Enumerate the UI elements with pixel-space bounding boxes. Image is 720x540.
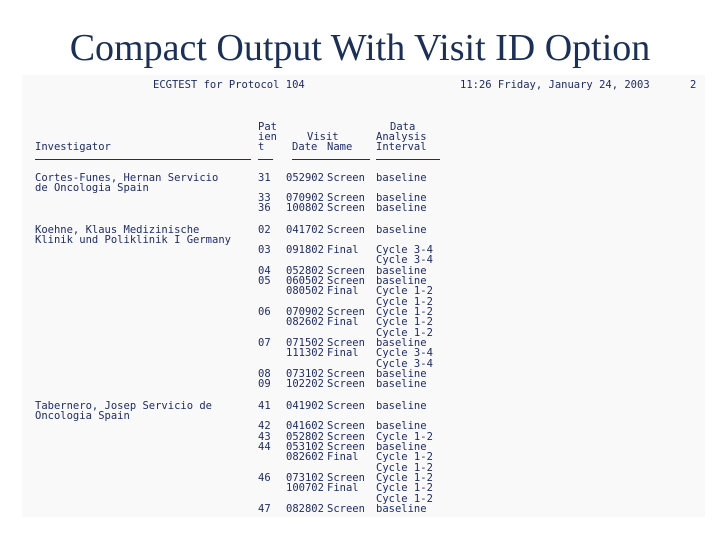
row-interval: Cycle 1-2 — [376, 296, 433, 308]
row-visit-date: 052802 — [286, 265, 324, 277]
header-visit-2: Date — [292, 141, 318, 153]
row-visit-date: 082802 — [286, 503, 324, 515]
row-interval: baseline — [376, 202, 427, 214]
row-visit-name: Screen — [327, 441, 365, 453]
row-interval: baseline — [376, 224, 427, 236]
row-interval: baseline — [376, 337, 427, 349]
row-interval: Cycle 1-2 — [376, 462, 433, 474]
row-visit-name: Final — [327, 244, 359, 256]
row-visit-date: 052802 — [286, 431, 324, 443]
row-visit-name: Screen — [327, 306, 365, 318]
header-visit-3: Name — [327, 141, 353, 153]
row-visit-name: Screen — [327, 172, 365, 184]
row-interval: Cycle 1-2 — [376, 482, 433, 494]
header-interval-2: Analysis — [376, 131, 427, 143]
row-visit-name: Final — [327, 285, 359, 297]
row-visit-name: Final — [327, 482, 359, 494]
row-interval: Cycle 3-4 — [376, 347, 433, 359]
row-interval: Cycle 1-2 — [376, 493, 433, 505]
row-interval: baseline — [376, 265, 427, 277]
report-listing — [22, 75, 705, 517]
row-patient: 33 — [258, 192, 271, 204]
row-visit-date: 091802 — [286, 244, 324, 256]
row-visit-date: 073102 — [286, 368, 324, 380]
header-visit-1: Visit — [307, 131, 339, 143]
investigator-3-line-1: Tabernero, Josep Servicio de — [35, 400, 213, 412]
row-visit-date: 060502 — [286, 275, 324, 287]
row-patient: 07 — [258, 337, 271, 349]
row-visit-date: 082602 — [286, 316, 324, 328]
row-interval: baseline — [376, 172, 427, 184]
row-patient: 46 — [258, 472, 271, 484]
slide-title: Compact Output With Visit ID Option — [69, 27, 651, 69]
header-rule-patient — [258, 159, 273, 160]
investigator-2-line-2: Klinik und Poliklinik I Germany — [35, 234, 231, 246]
investigator-1-line-1: Cortes-Funes, Hernan Servicio — [35, 172, 219, 184]
row-visit-date: 052902 — [286, 172, 324, 184]
header-patient-1: Pat — [258, 121, 277, 133]
row-patient: 44 — [258, 441, 271, 453]
row-visit-name: Screen — [327, 265, 365, 277]
row-interval: baseline — [376, 503, 427, 515]
row-patient: 04 — [258, 265, 271, 277]
report-datetime: 11:26 Friday, January 24, 2003 — [460, 79, 650, 91]
row-visit-name: Screen — [327, 275, 365, 287]
header-patient-3: t — [258, 141, 265, 153]
investigator-2-line-1: Koehne, Klaus Medizinische — [35, 224, 200, 236]
row-visit-name: Screen — [327, 472, 365, 484]
row-interval: Cycle 1-2 — [376, 472, 433, 484]
row-patient: 06 — [258, 306, 271, 318]
row-interval: Cycle 1-2 — [376, 431, 433, 443]
header-interval-1: Data — [390, 121, 416, 133]
report-program: ECGTEST for Protocol 104 — [153, 79, 305, 91]
row-visit-name: Screen — [327, 192, 365, 204]
row-interval: Cycle 1-2 — [376, 316, 433, 328]
row-interval: baseline — [376, 275, 427, 287]
row-interval: Cycle 3-4 — [376, 358, 433, 370]
row-visit-name: Screen — [327, 368, 365, 380]
row-visit-date: 102202 — [286, 378, 324, 390]
row-visit-date: 071502 — [286, 337, 324, 349]
investigator-3-line-2: Oncologia Spain — [35, 410, 130, 422]
row-visit-date: 053102 — [286, 441, 324, 453]
header-rule-investigator — [35, 159, 251, 160]
row-visit-date: 070902 — [286, 192, 324, 204]
row-patient: 08 — [258, 368, 271, 380]
row-visit-date: 082602 — [286, 451, 324, 463]
row-patient: 42 — [258, 420, 271, 432]
header-rule-interval — [376, 159, 440, 160]
row-visit-name: Screen — [327, 400, 365, 412]
row-visit-date: 070902 — [286, 306, 324, 318]
row-visit-name: Screen — [327, 378, 365, 390]
row-patient: 09 — [258, 378, 271, 390]
row-patient: 43 — [258, 431, 271, 443]
row-interval: baseline — [376, 441, 427, 453]
row-visit-name: Screen — [327, 337, 365, 349]
header-interval-3: Interval — [376, 141, 427, 153]
row-patient: 41 — [258, 400, 271, 412]
row-visit-date: 073102 — [286, 472, 324, 484]
header-patient-2: ien — [258, 131, 277, 143]
row-visit-date: 080502 — [286, 285, 324, 297]
row-interval: Cycle 1-2 — [376, 306, 433, 318]
row-patient: 03 — [258, 244, 271, 256]
row-interval: Cycle 1-2 — [376, 285, 433, 297]
report-page-number: 2 — [690, 79, 697, 91]
row-visit-date: 041702 — [286, 224, 324, 236]
row-visit-date: 041902 — [286, 400, 324, 412]
row-visit-name: Final — [327, 347, 359, 359]
row-interval: baseline — [376, 400, 427, 412]
row-visit-name: Final — [327, 451, 359, 463]
row-patient: 47 — [258, 503, 271, 515]
row-patient: 36 — [258, 202, 271, 214]
row-interval: baseline — [376, 192, 427, 204]
row-patient: 05 — [258, 275, 271, 287]
row-interval: Cycle 1-2 — [376, 451, 433, 463]
row-visit-date: 041602 — [286, 420, 324, 432]
investigator-1-line-2: de Oncologia Spain — [35, 182, 149, 194]
row-patient: 02 — [258, 224, 271, 236]
row-visit-date: 111302 — [286, 347, 324, 359]
row-interval: Cycle 1-2 — [376, 327, 433, 339]
row-visit-name: Screen — [327, 202, 365, 214]
row-visit-name: Screen — [327, 431, 365, 443]
header-investigator: Investigator — [35, 141, 111, 153]
row-visit-date: 100802 — [286, 202, 324, 214]
row-interval: baseline — [376, 368, 427, 380]
row-visit-name: Screen — [327, 420, 365, 432]
row-interval: baseline — [376, 378, 427, 390]
header-rule-visit — [292, 159, 370, 160]
row-interval: Cycle 3-4 — [376, 244, 433, 256]
row-visit-date: 100702 — [286, 482, 324, 494]
row-interval: baseline — [376, 420, 427, 432]
row-interval: Cycle 3-4 — [376, 254, 433, 266]
row-visit-name: Final — [327, 316, 359, 328]
row-patient: 31 — [258, 172, 271, 184]
row-visit-name: Screen — [327, 503, 365, 515]
row-visit-name: Screen — [327, 224, 365, 236]
